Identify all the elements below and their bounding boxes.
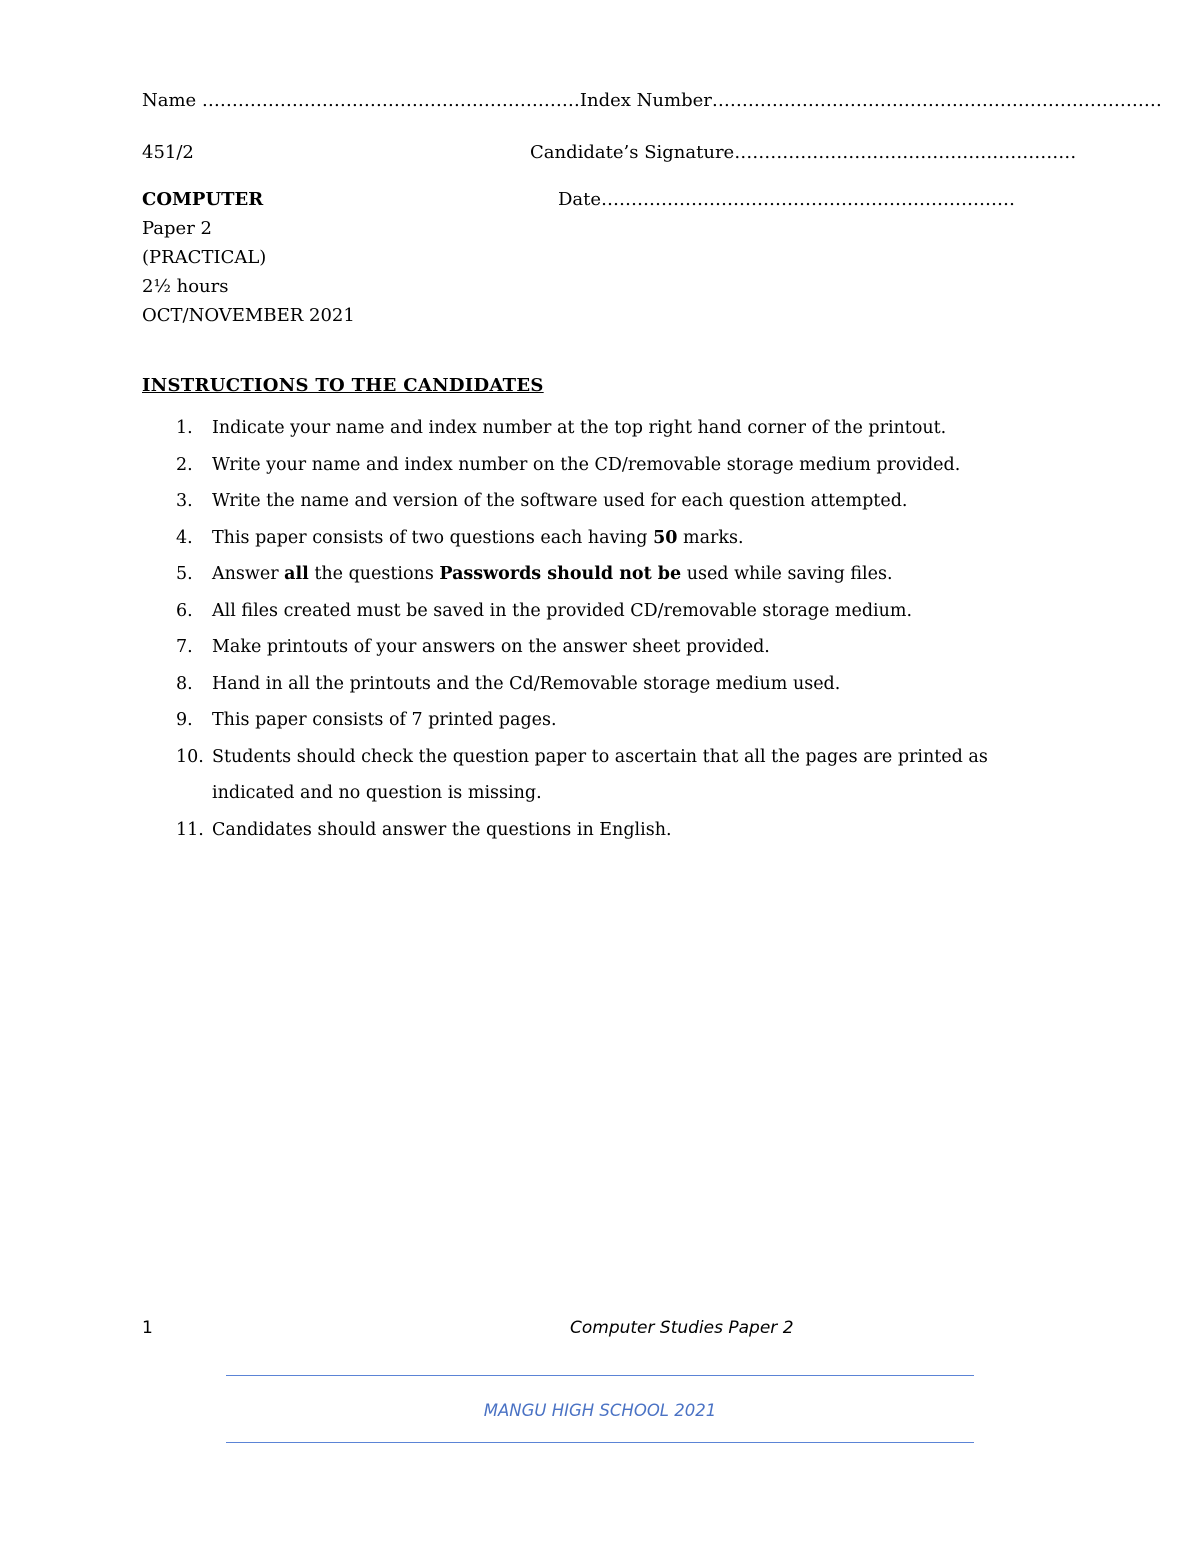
footer-title: Computer Studies Paper 2 [570,1318,794,1338]
paper-number: Paper 2 [142,218,212,239]
list-item: 1. Indicate your name and index number at the top right hand corner of the printout. [176,418,947,438]
instructions-list [142,410,1042,848]
paper-code: 451/2 [142,142,194,163]
list-item: 4. This paper consists of two questions each having 50 marks. [176,527,744,548]
list-item: 8. Hand in all the printouts and the Cd/Removable storage medium used. [176,673,841,694]
subject-title: COMPUTER [142,189,264,210]
duration: 2½ hours [142,276,229,297]
paper-type: (PRACTICAL) [142,247,267,268]
school-name: MANGU HIGH SCHOOL 2021 [483,1401,717,1420]
name-index-line: Name ………………………………………………………Index Number………………………………………………………………… [142,90,1162,111]
footer-divider-bottom [226,1442,974,1443]
list-item: 5. Answer all the questions Passwords should not be used while saving files. [176,564,893,584]
list-item: 3. Write the name and version of the software used for each question attempted. [176,491,908,511]
list-item: 6. All files created must be saved in the provided CD/removable storage medium. [176,600,913,621]
exam-session: OCT/NOVEMBER 2021 [142,305,355,326]
list-item: 10. Students should check the question paper to ascertain that all the pages are printed as indicated and no question is missing. [176,746,988,803]
list-item: 7. Make printouts of your answers on the answer sheet provided. [176,637,770,657]
footer-divider-top [226,1375,974,1376]
list-item: 2. Write your name and index number on the CD/removable storage medium provided. [176,454,961,475]
page-number: 1 [142,1318,153,1338]
instructions-heading: INSTRUCTIONS TO THE CANDIDATES [142,375,544,396]
list-item: 9. This paper consists of 7 printed pages. [176,710,557,730]
date-line: Date…………………………………………………………… [558,189,1016,210]
list-item: 11. Candidates should answer the questions in English. [176,819,672,840]
signature-line: Candidate’s Signature………………………………………………… [530,142,1077,163]
